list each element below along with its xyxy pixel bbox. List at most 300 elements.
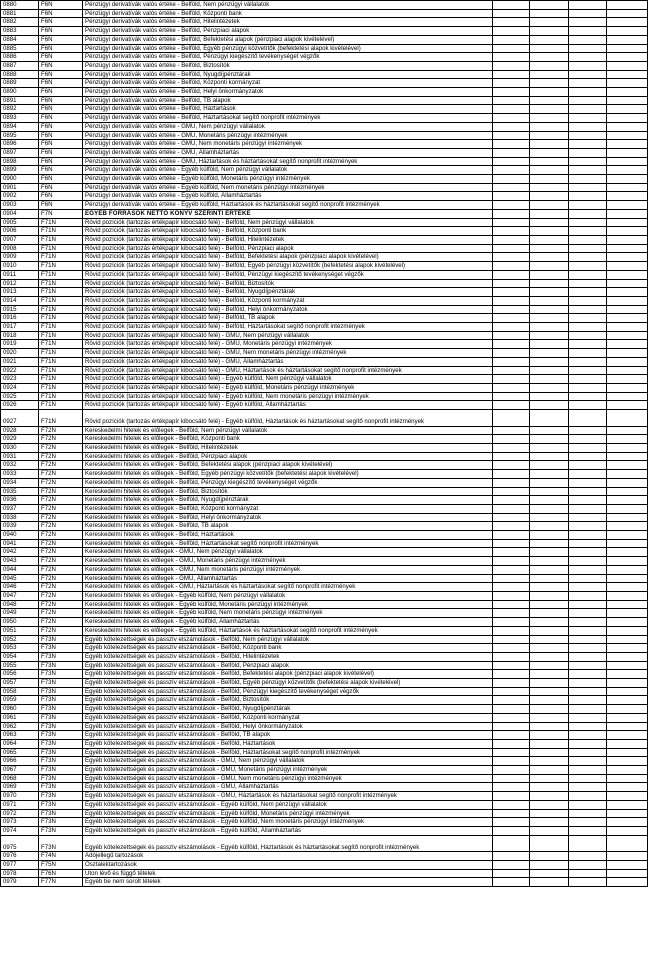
table-row: [1, 574, 648, 583]
value-cell: [530, 218, 569, 227]
row-code-cell: F72N: [39, 600, 83, 609]
table-row: [1, 548, 648, 557]
value-cell: [530, 18, 569, 27]
value-cell: [530, 548, 569, 557]
value-cell: [569, 314, 607, 323]
value-cell: [493, 860, 530, 869]
row-description-cell: Pénzügyi derivatívák valós értéke - Belföld, Befektetési alapok (pénzpiaci alapok kivételével): [83, 35, 493, 44]
value-cell: [493, 166, 530, 175]
value-cell: [569, 757, 607, 766]
row-id-cell: 0899: [1, 166, 39, 175]
value-cell: [493, 809, 530, 818]
value-cell: [569, 731, 607, 740]
value-cell: [569, 800, 607, 809]
row-code-cell: F71N: [39, 279, 83, 288]
value-cell: [607, 88, 648, 97]
row-id-cell: 0918: [1, 331, 39, 340]
value-cell: [493, 262, 530, 271]
row-code-cell: F6N: [39, 9, 83, 18]
row-id-cell: 0938: [1, 513, 39, 522]
row-id-cell: 0953: [1, 644, 39, 653]
value-cell: [607, 140, 648, 149]
row-code-cell: F6N: [39, 44, 83, 53]
value-cell: [530, 809, 569, 818]
value-cell: [569, 679, 607, 688]
value-cell: [569, 609, 607, 618]
row-code-cell: F6N: [39, 18, 83, 27]
row-description-cell: Rövid pozíciók (tartozás értékpapír kibocsátó felé) - Belföld, Befektetési alapok (pénzpiaci alapok kivételével): [83, 253, 493, 262]
row-id-cell: 0964: [1, 739, 39, 748]
table-row: [1, 270, 648, 279]
value-cell: [530, 852, 569, 861]
value-cell: [569, 539, 607, 548]
value-cell: [607, 279, 648, 288]
row-id-cell: 0961: [1, 713, 39, 722]
table-row: [1, 349, 648, 358]
value-cell: [530, 279, 569, 288]
row-description-cell: EGYÉB FORRÁSOK NETTÓ KÖNYV SZERINTI ÉRTÉKE: [83, 209, 493, 218]
row-description-cell: Rövid pozíciók (tartozás értékpapír kibocsátó felé) - Belföld, Pénzügyi kiegészítő tevékenységet végzők: [83, 270, 493, 279]
value-cell: [569, 131, 607, 140]
row-code-cell: F71N: [39, 375, 83, 384]
value-cell: [569, 574, 607, 583]
row-id-cell: 0909: [1, 253, 39, 262]
row-description-cell: Pénzügyi derivatívák valós értéke - Belföld, Háztartásokat segítő nonprofit intézmények: [83, 114, 493, 123]
value-cell: [569, 96, 607, 105]
table-row: [1, 331, 648, 340]
row-description-cell: Egyéb kötelezettségek és passzív elszámolások - Belföld, Helyi önkormányzatok: [83, 722, 493, 731]
row-description-cell: Egyéb kötelezettségek és passzív elszámolások - Belföld, Pénzpiaci alapok: [83, 661, 493, 670]
table-row: [1, 201, 648, 210]
row-code-cell: F72N: [39, 618, 83, 627]
value-cell: [569, 27, 607, 36]
table-row: [1, 305, 648, 314]
row-description-cell: Egyéb kötelezettségek és passzív elszámolások - Egyéb külföld, Nem pénzügyi vállalatok: [83, 800, 493, 809]
table-row: [1, 183, 648, 192]
row-description-cell: Rövid pozíciók (tartozás értékpapír kibocsátó felé) - GMU, Nem monetáris pénzügyi intézmények: [83, 349, 493, 358]
row-code-cell: F71N: [39, 401, 83, 410]
row-code-cell: F71N: [39, 288, 83, 297]
row-code-cell: F75N: [39, 860, 83, 869]
value-cell: [530, 183, 569, 192]
table-row: [1, 583, 648, 592]
row-id-cell: 0955: [1, 661, 39, 670]
value-cell: [530, 323, 569, 332]
table-row: [1, 739, 648, 748]
value-cell: [493, 88, 530, 97]
row-id-cell: 0977: [1, 860, 39, 869]
value-cell: [569, 661, 607, 670]
row-id-cell: 0954: [1, 652, 39, 661]
table-row: [1, 531, 648, 540]
value-cell: [530, 435, 569, 444]
row-description-cell: Egyéb kötelezettségek és passzív elszámolások - Belföld, TB alapok: [83, 731, 493, 740]
value-cell: [569, 687, 607, 696]
row-description-cell: Kereskedelmi hitelek és előlegek - Belföld, Pénzpiaci alapok: [83, 452, 493, 461]
value-cell: [530, 444, 569, 453]
value-cell: [569, 61, 607, 70]
value-cell: [493, 235, 530, 244]
row-description-cell: Egyéb kötelezettségek és passzív elszámolások - Belföld, Biztosítók: [83, 696, 493, 705]
row-id-cell: 0902: [1, 192, 39, 201]
row-id-cell: 0893: [1, 114, 39, 123]
row-id-cell: 0898: [1, 157, 39, 166]
table-row: [1, 687, 648, 696]
value-cell: [569, 79, 607, 88]
value-cell: [493, 79, 530, 88]
value-cell: [607, 670, 648, 679]
value-cell: [607, 878, 648, 887]
row-id-cell: 0923: [1, 375, 39, 384]
value-cell: [569, 18, 607, 27]
row-id-cell: 0901: [1, 183, 39, 192]
value-cell: [607, 609, 648, 618]
value-cell: [569, 809, 607, 818]
table-row: [1, 410, 648, 427]
value-cell: [530, 835, 569, 852]
value-cell: [607, 470, 648, 479]
row-description-cell: Kereskedelmi hitelek és előlegek - Egyéb külföld, Nem pénzügyi vállalatok: [83, 592, 493, 601]
row-description-cell: Egyéb kötelezettségek és passzív elszámolások - Egyéb külföld, Háztartások és háztartásokat segítő nonprofit intézmények: [83, 835, 493, 852]
value-cell: [607, 513, 648, 522]
row-id-cell: 0903: [1, 201, 39, 210]
value-cell: [493, 600, 530, 609]
table-row: [1, 140, 648, 149]
value-cell: [607, 583, 648, 592]
value-cell: [530, 270, 569, 279]
row-code-cell: F71N: [39, 218, 83, 227]
value-cell: [569, 626, 607, 635]
value-cell: [607, 618, 648, 627]
value-cell: [530, 410, 569, 427]
value-cell: [569, 201, 607, 210]
row-description-cell: Kereskedelmi hitelek és előlegek - GMU, Monetáris pénzügyi intézmények: [83, 557, 493, 566]
value-cell: [493, 835, 530, 852]
row-id-cell: 0951: [1, 626, 39, 635]
value-cell: [530, 739, 569, 748]
value-cell: [569, 869, 607, 878]
row-id-cell: 0915: [1, 305, 39, 314]
value-cell: [493, 435, 530, 444]
value-cell: [569, 600, 607, 609]
value-cell: [607, 218, 648, 227]
value-cell: [530, 713, 569, 722]
value-cell: [493, 513, 530, 522]
row-id-cell: 0904: [1, 209, 39, 218]
table-row: [1, 444, 648, 453]
value-cell: [607, 539, 648, 548]
value-cell: [607, 860, 648, 869]
value-cell: [530, 539, 569, 548]
value-cell: [530, 705, 569, 714]
table-row: [1, 757, 648, 766]
row-id-cell: 0942: [1, 548, 39, 557]
table-row: [1, 435, 648, 444]
row-code-cell: F73N: [39, 774, 83, 783]
row-code-cell: F73N: [39, 722, 83, 731]
value-cell: [569, 357, 607, 366]
row-description-cell: Egyéb kötelezettségek és passzív elszámolások - Belföld, Hitelintézetek: [83, 652, 493, 661]
row-code-cell: F77N: [39, 878, 83, 887]
value-cell: [607, 739, 648, 748]
row-id-cell: 0930: [1, 444, 39, 453]
row-description-cell: Pénzügyi derivatívák valós értéke - Egyéb külföld, Államháztartás: [83, 192, 493, 201]
value-cell: [607, 792, 648, 801]
value-cell: [493, 774, 530, 783]
table-row: [1, 314, 648, 323]
row-description-cell: Kereskedelmi hitelek és előlegek - Belföld, Pénzügyi kiegészítő tevékenységet végzők: [83, 478, 493, 487]
value-cell: [607, 192, 648, 201]
value-cell: [569, 487, 607, 496]
table-row: [1, 644, 648, 653]
value-cell: [607, 835, 648, 852]
value-cell: [493, 331, 530, 340]
table-row: [1, 731, 648, 740]
table-row: [1, 166, 648, 175]
row-description-cell: Rövid pozíciók (tartozás értékpapír kibocsátó felé) - Egyéb külföld, Háztartások és háztartásokat segítő nonprofit intézmények: [83, 410, 493, 427]
value-cell: [493, 357, 530, 366]
row-id-cell: 0934: [1, 478, 39, 487]
value-cell: [530, 757, 569, 766]
value-cell: [530, 166, 569, 175]
table-row: [1, 557, 648, 566]
value-cell: [530, 504, 569, 513]
value-cell: [493, 175, 530, 184]
value-cell: [607, 366, 648, 375]
row-code-cell: F6N: [39, 201, 83, 210]
value-cell: [569, 122, 607, 131]
row-id-cell: 0921: [1, 357, 39, 366]
row-id-cell: 0926: [1, 401, 39, 410]
table-row: [1, 148, 648, 157]
value-cell: [530, 696, 569, 705]
row-code-cell: F73N: [39, 644, 83, 653]
value-cell: [607, 375, 648, 384]
row-id-cell: 0963: [1, 731, 39, 740]
row-id-cell: 0888: [1, 70, 39, 79]
value-cell: [530, 583, 569, 592]
table-row: [1, 869, 648, 878]
value-cell: [607, 687, 648, 696]
value-cell: [530, 792, 569, 801]
table-row: [1, 600, 648, 609]
value-cell: [493, 496, 530, 505]
row-id-cell: 0935: [1, 487, 39, 496]
value-cell: [530, 722, 569, 731]
row-code-cell: F73N: [39, 696, 83, 705]
value-cell: [530, 644, 569, 653]
table-row: [1, 452, 648, 461]
value-cell: [493, 478, 530, 487]
row-description-cell: Pénzügyi derivatívák valós értéke - GMU, Nem pénzügyi vállalatok: [83, 122, 493, 131]
row-description-cell: Pénzügyi derivatívák valós értéke - Belföld, Egyéb pénzügyi közvetítők (befektetési alapok kivételével): [83, 44, 493, 53]
value-cell: [530, 79, 569, 88]
value-cell: [493, 487, 530, 496]
value-cell: [607, 61, 648, 70]
row-id-cell: 0939: [1, 522, 39, 531]
row-id-cell: 0895: [1, 131, 39, 140]
value-cell: [493, 270, 530, 279]
row-id-cell: 0894: [1, 122, 39, 131]
value-cell: [493, 531, 530, 540]
value-cell: [493, 800, 530, 809]
row-code-cell: F6N: [39, 79, 83, 88]
value-cell: [530, 9, 569, 18]
row-description-cell: Adójellegű tartozások: [83, 852, 493, 861]
table-row: [1, 800, 648, 809]
value-cell: [607, 410, 648, 427]
value-cell: [530, 679, 569, 688]
value-cell: [493, 766, 530, 775]
table-row: [1, 357, 648, 366]
value-cell: [493, 635, 530, 644]
value-cell: [607, 331, 648, 340]
value-cell: [530, 652, 569, 661]
row-code-cell: F73N: [39, 809, 83, 818]
table-row: [1, 262, 648, 271]
value-cell: [607, 826, 648, 835]
value-cell: [569, 148, 607, 157]
table-row: [1, 670, 648, 679]
value-cell: [569, 340, 607, 349]
table-row: [1, 461, 648, 470]
value-cell: [607, 869, 648, 878]
table-row: [1, 70, 648, 79]
value-cell: [493, 314, 530, 323]
value-cell: [569, 435, 607, 444]
row-code-cell: F72N: [39, 522, 83, 531]
value-cell: [493, 731, 530, 740]
value-cell: [569, 583, 607, 592]
value-cell: [607, 201, 648, 210]
value-cell: [569, 705, 607, 714]
value-cell: [607, 574, 648, 583]
row-code-cell: F73N: [39, 748, 83, 757]
row-id-cell: 0976: [1, 852, 39, 861]
value-cell: [493, 18, 530, 27]
table-row: [1, 539, 648, 548]
row-code-cell: F6N: [39, 53, 83, 62]
value-cell: [569, 860, 607, 869]
value-cell: [493, 96, 530, 105]
value-cell: [607, 426, 648, 435]
value-cell: [607, 766, 648, 775]
table-row: [1, 88, 648, 97]
row-code-cell: F72N: [39, 531, 83, 540]
row-code-cell: F73N: [39, 739, 83, 748]
row-id-cell: 0880: [1, 1, 39, 10]
row-code-cell: F6N: [39, 1, 83, 10]
row-id-cell: 0890: [1, 88, 39, 97]
value-cell: [569, 410, 607, 427]
row-id-cell: 0920: [1, 349, 39, 358]
row-id-cell: 0916: [1, 314, 39, 323]
row-code-cell: F73N: [39, 766, 83, 775]
row-id-cell: 0962: [1, 722, 39, 731]
value-cell: [607, 70, 648, 79]
value-cell: [493, 713, 530, 722]
value-cell: [607, 270, 648, 279]
value-cell: [493, 739, 530, 748]
value-cell: [530, 392, 569, 401]
row-id-cell: 0919: [1, 340, 39, 349]
table-row: [1, 618, 648, 627]
value-cell: [493, 574, 530, 583]
row-code-cell: F73N: [39, 800, 83, 809]
table-row: [1, 696, 648, 705]
value-cell: [607, 392, 648, 401]
value-cell: [569, 644, 607, 653]
value-cell: [607, 713, 648, 722]
value-cell: [607, 175, 648, 184]
row-description-cell: Rövid pozíciók (tartozás értékpapír kibocsátó felé) - Belföld, Központi bank: [83, 227, 493, 236]
value-cell: [530, 35, 569, 44]
value-cell: [493, 192, 530, 201]
value-cell: [493, 757, 530, 766]
row-description-cell: Kereskedelmi hitelek és előlegek - Belföld, Hitelintézetek: [83, 444, 493, 453]
value-cell: [493, 679, 530, 688]
value-cell: [607, 340, 648, 349]
table-row: [1, 235, 648, 244]
value-cell: [530, 401, 569, 410]
value-cell: [569, 592, 607, 601]
value-cell: [569, 157, 607, 166]
table-row: [1, 192, 648, 201]
row-description-cell: Kereskedelmi hitelek és előlegek - Egyéb külföld, Államháztartás: [83, 618, 493, 627]
row-code-cell: F72N: [39, 444, 83, 453]
value-cell: [493, 670, 530, 679]
value-cell: [493, 504, 530, 513]
value-cell: [607, 401, 648, 410]
table-row: [1, 209, 648, 218]
value-cell: [607, 235, 648, 244]
row-id-cell: 0975: [1, 835, 39, 852]
value-cell: [569, 192, 607, 201]
value-cell: [607, 731, 648, 740]
row-id-cell: 0927: [1, 410, 39, 427]
row-description-cell: Egyéb kötelezettségek és passzív elszámolások - Belföld, Pénzügyi kiegészítő tevékenységet végzők: [83, 687, 493, 696]
table-row: [1, 323, 648, 332]
value-cell: [530, 487, 569, 496]
value-cell: [569, 748, 607, 757]
row-id-cell: 0883: [1, 27, 39, 36]
row-description-cell: Kereskedelmi hitelek és előlegek - GMU, Háztartások és háztartásokat segítő nonprofit intézmények: [83, 583, 493, 592]
value-cell: [607, 305, 648, 314]
row-code-cell: F6N: [39, 175, 83, 184]
row-id-cell: 0936: [1, 496, 39, 505]
value-cell: [530, 470, 569, 479]
row-code-cell: F6N: [39, 131, 83, 140]
value-cell: [607, 122, 648, 131]
value-cell: [493, 470, 530, 479]
value-cell: [569, 401, 607, 410]
row-code-cell: F71N: [39, 262, 83, 271]
value-cell: [493, 583, 530, 592]
row-description-cell: Pénzügyi derivatívák valós értéke - Belföld, Pénzügyi kiegészítő tevékenységet végzők: [83, 53, 493, 62]
value-cell: [607, 557, 648, 566]
value-cell: [493, 244, 530, 253]
row-description-cell: Rövid pozíciók (tartozás értékpapír kibocsátó felé) - Egyéb külföld, Monetáris pénzügyi intézmények: [83, 383, 493, 392]
row-id-cell: 0886: [1, 53, 39, 62]
value-cell: [493, 253, 530, 262]
value-cell: [530, 818, 569, 827]
row-code-cell: F73N: [39, 731, 83, 740]
value-cell: [530, 452, 569, 461]
table-row: [1, 426, 648, 435]
value-cell: [607, 166, 648, 175]
value-cell: [530, 340, 569, 349]
value-cell: [530, 375, 569, 384]
